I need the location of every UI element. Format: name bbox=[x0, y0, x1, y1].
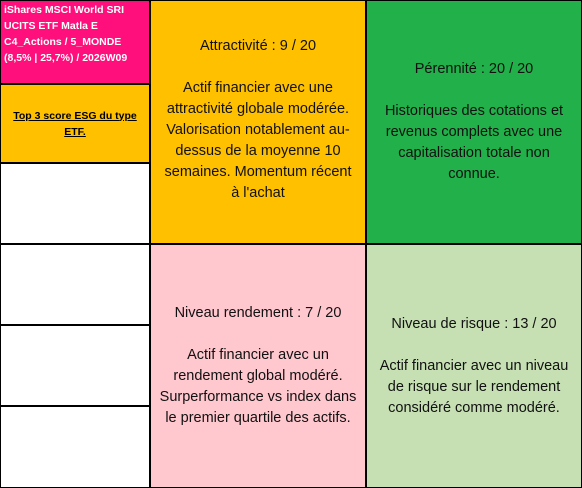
rendement-body: Actif financier avec un rendement global modéré. Surperformance vs index dans le premier quartile des actifs. bbox=[159, 347, 357, 426]
empty-cell bbox=[0, 163, 150, 244]
fund-title-line: (8,5% | 25,7%) / 2026W09 bbox=[4, 52, 128, 64]
empty-cell bbox=[0, 325, 150, 406]
risque-panel bbox=[366, 244, 582, 488]
risque-body: Actif financier avec un niveau de risque sur le rendement considéré comme modéré. bbox=[379, 357, 569, 416]
perennite-panel bbox=[366, 0, 582, 244]
attractivite-heading: Attractivité : 9 / 20 bbox=[199, 38, 317, 54]
rendement-heading: Niveau rendement : 7 / 20 bbox=[174, 305, 342, 321]
perennite-heading: Pérennité : 20 / 20 bbox=[414, 61, 534, 77]
attractivite-body: Actif financier avec une attractivité globale modérée. Valorisation notablement au-dessus de la moyenne 10 semaines. Momentum récent à l'achat bbox=[164, 80, 352, 201]
fund-title-line: UCITS ETF Matla E bbox=[4, 20, 98, 32]
attractivite-panel bbox=[150, 0, 366, 244]
top3-esg-link[interactable] bbox=[0, 84, 150, 163]
empty-cell bbox=[0, 406, 150, 488]
perennite-body: Historiques des cotations et revenus complets avec une capitalisation totale non connue. bbox=[384, 103, 564, 182]
empty-cell bbox=[0, 244, 150, 325]
rendement-panel bbox=[150, 244, 366, 488]
top3-esg-label: Top 3 score ESG du type ETF. bbox=[13, 109, 137, 138]
fund-title-line: C4_Actions / 5_MONDE bbox=[4, 36, 122, 48]
fund-title-line: iShares MSCI World SRI bbox=[4, 4, 124, 16]
risque-heading: Niveau de risque : 13 / 20 bbox=[391, 315, 557, 332]
fund-title-cell bbox=[0, 0, 150, 84]
